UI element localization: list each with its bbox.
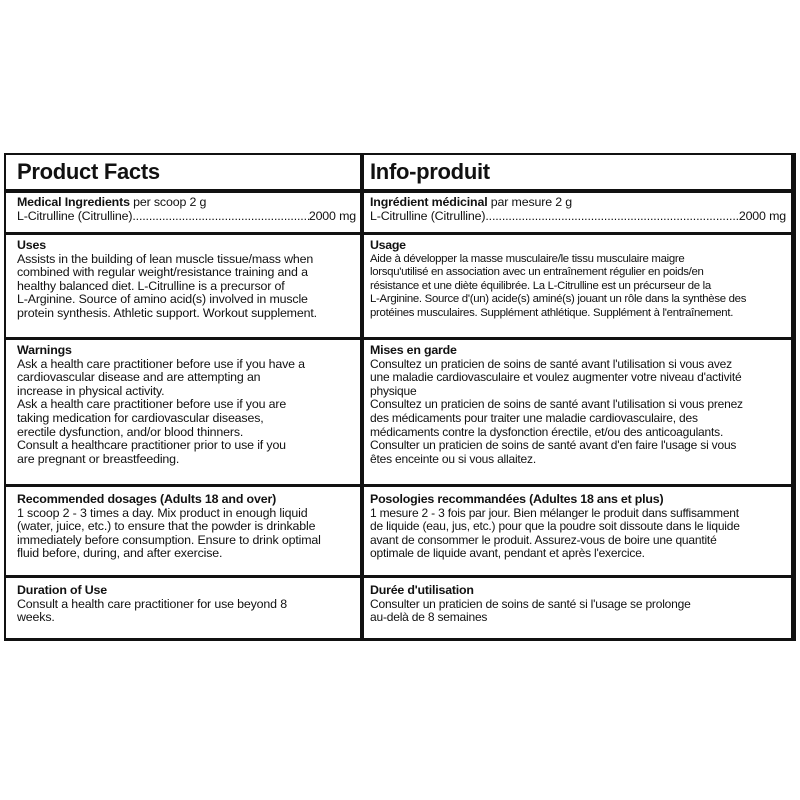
french-ingredients-section (364, 193, 792, 232)
english-duration-line: weeks. (17, 610, 55, 625)
english-duration-line: Consult a health care practitioner for use beyond 8 (17, 596, 287, 611)
english-warnings-section (6, 337, 362, 484)
french-duration-heading: Durée d'utilisation (370, 583, 474, 597)
french-ingredients-header (370, 196, 786, 210)
english-ingredients-heading: Medical Ingredients (17, 195, 130, 209)
french-duration-section (364, 575, 792, 643)
french-column (364, 155, 792, 638)
english-column (6, 155, 362, 638)
english-warnings-line: Consult a healthcare practitioner prior to use if you (17, 438, 286, 453)
french-ingredient-amount: 2000 mg (738, 208, 786, 223)
french-warnings-line: médicaments contre la dysfonction érectile, et/ou des anticoagulants. (370, 424, 724, 439)
english-ingredient-row (17, 210, 356, 224)
english-uses-line: Assists in the building of lean muscle tissue/mass when (17, 251, 314, 266)
french-duration-line: au-delà de 8 semaines (370, 610, 488, 625)
english-uses-section (6, 232, 362, 337)
french-uses-line: lorsqu'utilisé en association avec un entraînement régulier en poids/en (370, 266, 704, 279)
english-dosage-line: fluid before, during, and after exercise. (17, 546, 223, 561)
french-uses-line: protéines musculaires. Supplément athlétique. Supplément à l'entraînement. (370, 306, 734, 319)
french-dosage-line: avant de consommer le produit. Assurez-vous de boire une quantité (370, 532, 717, 547)
english-warnings-line: erectile dysfunction, and/or blood thinners. (17, 424, 244, 439)
english-warnings-line: taking medication for cardiovascular diseases, (17, 410, 264, 425)
french-uses-line: résistance et une diète équilibrée. La L-Citrulline est un précurseur de la (370, 279, 711, 292)
dot-leader (485, 210, 738, 224)
english-title: Product Facts (6, 155, 362, 193)
french-warnings-line: des médicaments pour traiter une maladie cardiovasculaire, des (370, 410, 698, 425)
english-warnings-line: Ask a health care practitioner before use if you have a (17, 356, 305, 371)
french-warnings-line: Consultez un praticien de soins de santé avant l'utilisation si vous prenez (370, 397, 743, 412)
english-warnings-heading: Warnings (17, 343, 72, 357)
dot-leader (132, 210, 308, 224)
french-warnings-line: une maladie cardiovasculaire et voulez augmenter votre niveau d'activité (370, 370, 742, 385)
french-warnings-line: êtes enceinte ou si vous allaitez. (370, 451, 536, 466)
english-ingredients-per: per scoop 2 g (129, 195, 207, 209)
english-ingredient-name: L-Citrulline (Citrulline) (17, 208, 133, 223)
english-dosage-line: (water, juice, etc.) to ensure that the powder is drinkable (17, 519, 316, 534)
english-duration-heading: Duration of Use (17, 583, 107, 597)
french-dosage-heading: Posologies recommandées (Adultes 18 ans et plus) (370, 492, 664, 506)
french-uses-line: L-Arginine. Source d'(un) acide(s) aminé(s) jouant un rôle dans la synthèse des (370, 293, 747, 306)
english-uses-line: healthy balanced diet. L-Citrulline is a precursor of (17, 278, 285, 293)
french-uses-line: Aide à développer la masse musculaire/le tissu musculaire maigre (370, 252, 685, 265)
french-ingredients-per: par mesure 2 g (487, 195, 573, 209)
french-ingredients-heading: Ingrédient médicinal (370, 195, 488, 209)
english-ingredients-section (6, 193, 362, 232)
product-facts-label (4, 153, 796, 641)
french-warnings-line: Consulter un praticien de soins de santé avant d'en faire l'usage si vous (370, 438, 737, 453)
french-warnings-section (364, 337, 792, 484)
french-dosage-line: 1 mesure 2 - 3 fois par jour. Bien mélanger le produit dans suffisamment (370, 505, 739, 520)
french-title: Info-produit (364, 155, 792, 193)
english-dosage-section (6, 484, 362, 575)
french-dosage-line: optimale de liquide avant, pendant et après l'exercice. (370, 546, 645, 561)
english-warnings-line: Ask a health care practitioner before use if you are (17, 397, 287, 412)
french-uses-heading: Usage (370, 238, 406, 252)
english-warnings-line: cardiovascular disease and are attempting an (17, 370, 261, 385)
english-ingredients-header (17, 196, 356, 210)
french-warnings-line: physique (370, 383, 417, 398)
english-dosage-line: immediately before consumption. Ensure to drink optimal (17, 532, 321, 547)
french-dosage-line: de liquide (eau, jus, etc.) pour que la poudre soit dissoute dans le liquide (370, 519, 740, 534)
english-uses-line: protein synthesis. Athletic support. Workout supplement. (17, 305, 317, 320)
french-ingredient-name: L-Citrulline (Citrulline) (370, 208, 486, 223)
english-dosage-heading: Recommended dosages (Adults 18 and over) (17, 492, 277, 506)
english-duration-section (6, 575, 362, 643)
french-uses-section (364, 232, 792, 337)
english-warnings-line: increase in physical activity. (17, 383, 165, 398)
french-warnings-heading: Mises en garde (370, 343, 457, 357)
french-dosage-section (364, 484, 792, 575)
english-warnings-line: are pregnant or breastfeeding. (17, 451, 180, 466)
french-warnings-line: Consultez un praticien de soins de santé avant l'utilisation si vous avez (370, 356, 732, 371)
english-uses-heading: Uses (17, 238, 47, 252)
english-uses-line: L-Arginine. Source of amino acid(s) involved in muscle (17, 292, 308, 307)
english-uses-line: combined with regular weight/resistance training and a (17, 265, 308, 280)
french-ingredient-row (370, 210, 786, 224)
french-duration-line: Consulter un praticien de soins de santé si l'usage se prolonge (370, 596, 691, 611)
english-dosage-line: 1 scoop 2 - 3 times a day. Mix product in enough liquid (17, 505, 308, 520)
english-ingredient-amount: 2000 mg (308, 208, 356, 223)
